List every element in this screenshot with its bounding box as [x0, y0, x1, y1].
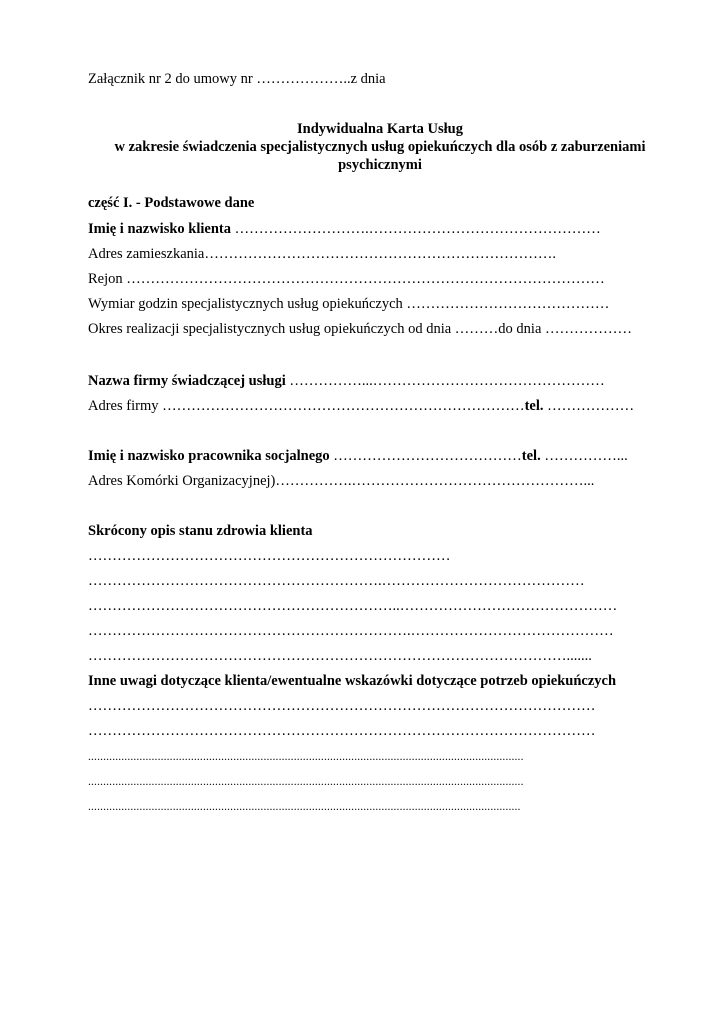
annex-header: Załącznik nr 2 do umowy nr ………………..z dnia [88, 71, 386, 87]
unit-address-field[interactable]: Adres Komórki Organizacyjnej)…………….…………………………………………... [88, 473, 595, 489]
social-worker-row [88, 447, 628, 465]
health-line[interactable]: ………………………………………………………………………………………....... [88, 648, 592, 664]
client-name-field[interactable]: ……………………….………………………………………… [231, 221, 601, 237]
notes-line[interactable]: …………………………………………………………………………………………… [88, 723, 596, 739]
health-heading: Skrócony opis stanu zdrowia klienta [88, 523, 313, 539]
service-hours-field[interactable]: Wymiar godzin specjalistycznych usług opiekuńczych …………………………………… [88, 296, 610, 312]
notes-line[interactable]: …………………………………………………………………………………………… [88, 698, 596, 714]
notes-heading: Inne uwagi dotyczące klienta/ewentualne wskazówki dotyczące potrzeb opiekuńczych [88, 673, 617, 689]
client-address-field[interactable]: Adres zamieszkania………………………………………………………………. [88, 246, 556, 262]
health-line[interactable]: ………………………………………………………..……………………………………… [88, 598, 618, 614]
provider-name-label: Nazwa firmy świadczącej usługi [88, 373, 286, 389]
form-subtitle-cont: psychicznymi [338, 157, 422, 173]
part1-heading: część I. - Podstawowe dane [88, 195, 255, 211]
notes-line[interactable]: ................................................................................................................................................ [88, 751, 524, 763]
social-worker-tel-label: tel. [521, 448, 541, 464]
provider-tel-field[interactable]: ……………… [543, 398, 635, 414]
social-worker-name-label: Imię i nazwisko pracownika socjalnego [88, 448, 330, 464]
form-subtitle: w zakresie świadczenia specjalistycznych usług opiekuńczych dla osób z zaburzeniami [114, 139, 646, 155]
health-line[interactable]: ………………………………………………………………… [88, 548, 451, 564]
notes-line[interactable]: ................................................................................................................................................ [88, 776, 524, 788]
provider-name-row [88, 372, 605, 390]
client-name-label: Imię i nazwisko klienta [88, 221, 231, 237]
notes-line[interactable]: ............................................................................................................................................... [88, 801, 521, 813]
client-name-row [88, 220, 601, 238]
provider-address-field[interactable]: Adres firmy ………………………………………………………………… [88, 398, 525, 414]
social-worker-name-field[interactable]: ………………………………… [329, 448, 522, 464]
health-line[interactable]: ………………………………………………………….…………………………………… [88, 623, 614, 639]
provider-name-field[interactable]: ……………...………………………………………… [285, 373, 605, 389]
form-title: Indywidualna Karta Usług [297, 121, 463, 137]
region-field[interactable]: Rejon ……………………………………………………………………………………… [88, 271, 605, 287]
provider-tel-label: tel. [524, 398, 544, 414]
service-period-field[interactable]: Okres realizacji specjalistycznych usług opiekuńczych od dnia ………do dnia ……………… [88, 321, 633, 337]
provider-address-row [88, 397, 634, 415]
social-worker-tel-field[interactable]: ……………... [540, 448, 628, 464]
health-line[interactable]: …………………………………………………….…………………………………… [88, 573, 585, 589]
